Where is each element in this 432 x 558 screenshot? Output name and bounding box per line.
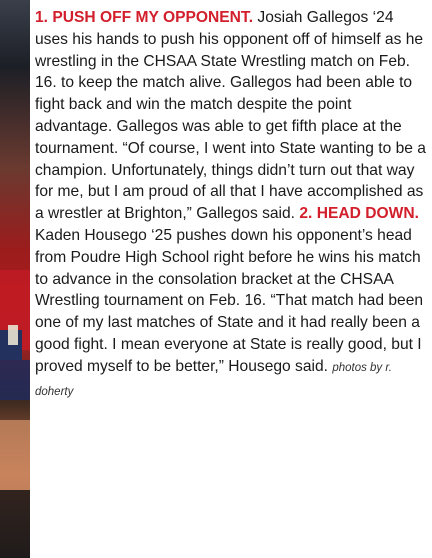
photo-caption	[35, 7, 429, 403]
caption-body-1: Josiah Gallegos ‘24 uses his hands to push his opponent off of himself as he wrestling in the CHSAA State Wrestling match on Feb. 16. to keep the match alive. Gallegos had been able to fight back and win the match despite the point advantage. Gallegos was able to get fifth place at the tournament. “Of course, I went into State wanting to be a champion. Unfortunately, things didn’t turn out that way for me, but I am proud of all that I have accomplished as a wrestler at Brighton,” Gallegos said.	[35, 9, 426, 223]
caption-headline-2: 2. HEAD DOWN.	[299, 205, 419, 223]
caption-headline-1: 1. PUSH OFF MY OPPONENT.	[35, 9, 254, 26]
photo-credit: photos by r. doherty	[35, 361, 392, 398]
wrestling-photo	[0, 0, 30, 558]
caption-body-2: Kaden Housego ‘25 pushes down his opponent’s head from Poudre High School right before he wins his match to advance in the consolation bracket at the CHSAA Wrestling tournament on Feb. 16. “That match had been one of my last matches of State and it had really been a good fight. I mean everyone at State is really good, but I proved myself to be better,” Housego said.	[35, 226, 424, 375]
wrestling-photo-image	[0, 0, 30, 558]
